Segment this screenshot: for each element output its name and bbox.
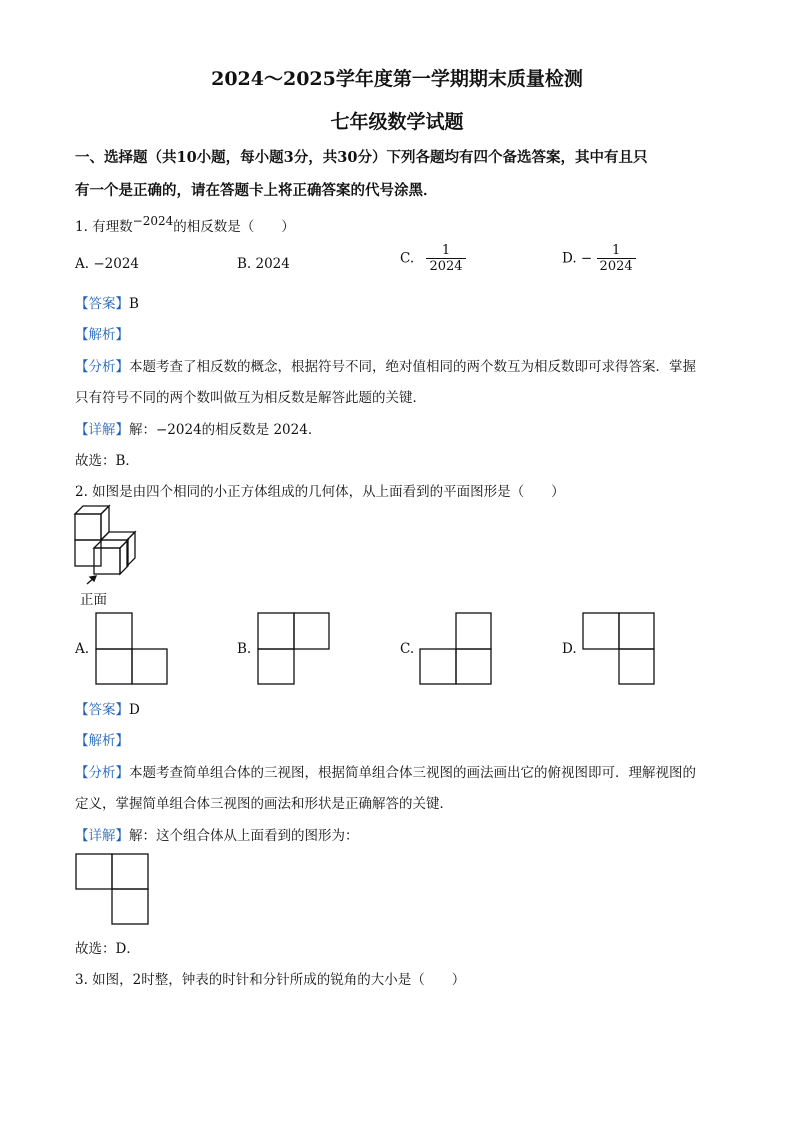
q2-fenxi-line1 [75,761,696,781]
fraction-numerator: 1 [441,243,451,258]
q2-option-b-label: B. [237,641,252,657]
q2-option-d-label: D. [562,641,577,657]
answer-value: D [129,702,140,718]
page-title: 2024～2025学年度第一学期期末质量检测 [211,68,583,90]
q1-stem [75,215,295,235]
q2-solution-figure [75,853,151,927]
q2-option-c-label: C. [400,641,415,657]
detail-tag: 【详解】 [75,828,129,844]
fenxi-text: 本题考查简单组合体的三视图，根据简单组合体三视图的画法画出它的俯视图即可．理解视图的 [129,765,696,781]
q2-option-b-figure [257,612,331,686]
q1-answer [75,292,139,312]
q2-option-a-label: A. [75,641,90,657]
q2-stem: 2. 如图是由四个相同的小正方体组成的几何体，从上面看到的平面图形是（ ） [75,484,565,500]
section-heading-line1: 一、选择题（共10小题，每小题3分，共30分）下列各题均有四个备选答案，其中有且只 [75,149,648,166]
q1-option-c [400,243,466,274]
q2-choose: 故选：D． [75,941,140,957]
page-subtitle: 七年级数学试题 [330,111,464,133]
fraction-numerator: 1 [611,243,621,258]
q1-detail [75,418,321,438]
q2-answer [75,698,140,718]
q1-fenxi-line2: 只有符号不同的两个数叫做互为相反数是解答此题的关键． [75,390,426,406]
q2-detail [75,824,359,844]
q1-option-c-label: C. [400,250,415,267]
q3-stem: 3. 如图，2时整，钟表的时针和分针所成的锐角的大小是（ ） [75,972,466,988]
cube-figure [72,503,144,585]
answer-tag: 【答案】 [75,702,129,718]
fraction-denominator: 2024 [597,258,636,274]
q1-option-a: A. −2024 [75,256,139,272]
q1-option-d-label: D. − [562,250,593,267]
q2-option-a-figure [95,612,169,686]
q1-stem-number: −2024 [132,214,174,228]
fenxi-tag: 【分析】 [75,359,129,375]
front-view-label: 正面 [80,592,107,608]
q1-stem-pre: 1. 有理数 [75,219,133,235]
q1-choose: 故选：B． [75,453,139,469]
q1-stem-post: 的相反数是（ ） [173,219,295,235]
detail-text: 解：−2024的相反数是 2024． [129,422,322,438]
fenxi-text: 本题考查了相反数的概念，根据符号不同，绝对值相同的两个数互为相反数即可求得答案．掌握 [129,359,696,375]
section-heading-line2: 有一个是正确的，请在答题卡上将正确答案的代号涂黑． [75,182,438,199]
q2-analysis-tag: 【解析】 [75,733,129,749]
q1-fenxi-line1 [75,355,696,375]
fenxi-tag: 【分析】 [75,765,129,781]
q2-fenxi-line2: 定义，掌握简单组合体三视图的画法和形状是正确解答的关键． [75,796,453,812]
fraction-denominator: 2024 [426,258,465,274]
q2-option-d-figure [582,612,656,686]
q1-analysis-tag: 【解析】 [75,327,129,343]
q1-option-c-fraction [426,243,465,274]
answer-value: B [129,296,139,312]
detail-text: 解：这个组合体从上面看到的图形为： [129,828,359,844]
q1-option-d [562,243,636,274]
answer-tag: 【答案】 [75,296,129,312]
detail-tag: 【详解】 [75,422,129,438]
q1-option-d-fraction [597,243,636,274]
q2-option-c-figure [419,612,493,686]
q1-option-b: B. 2024 [237,256,290,272]
